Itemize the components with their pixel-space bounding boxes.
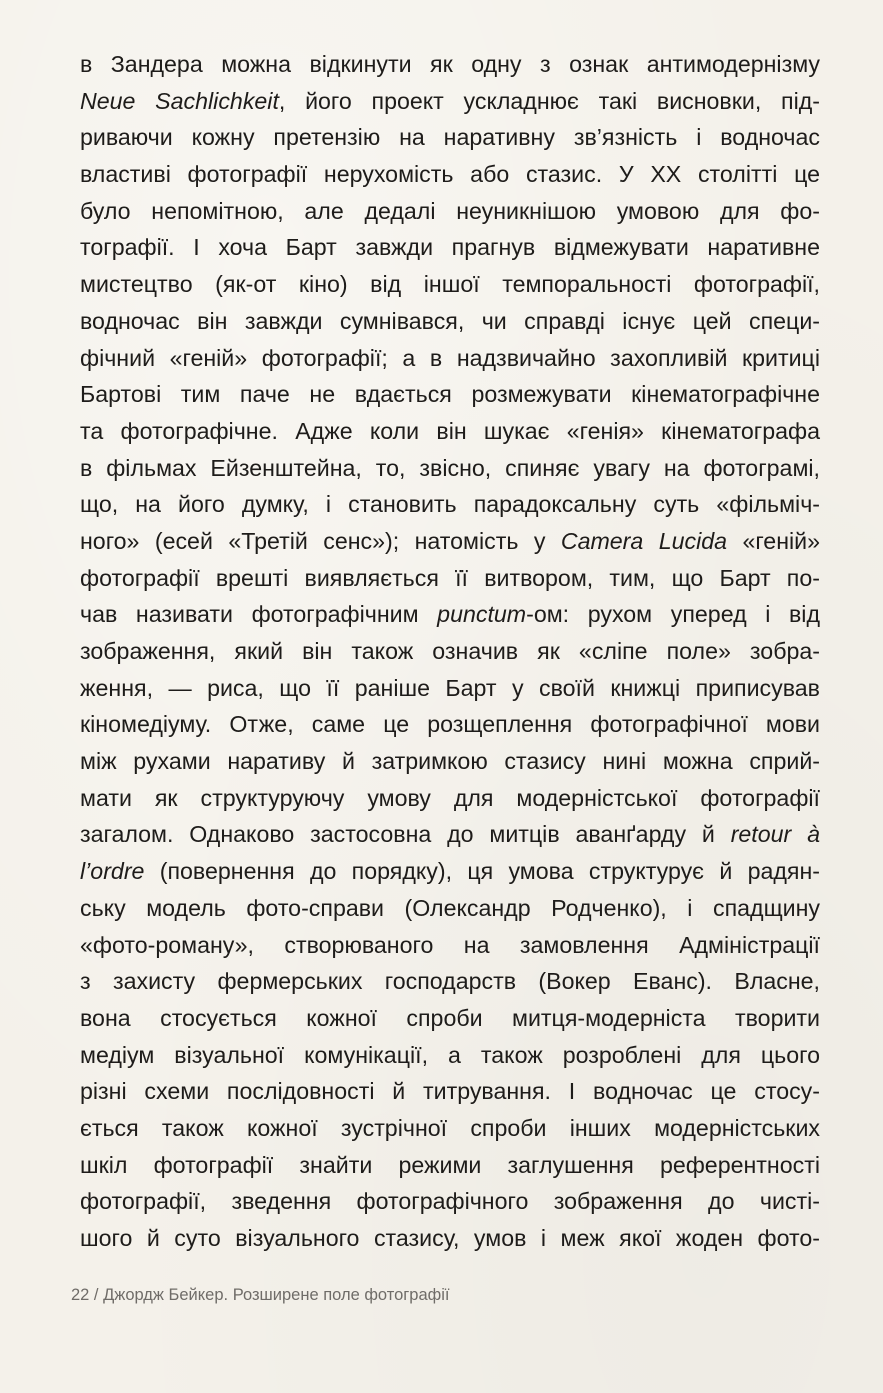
text-run: в фільмах Ейзенштейна, то, звісно, спиняє увагу на фотограмі,	[80, 454, 820, 481]
text-run: (повернення до порядку), ця умова структурує й радян-	[144, 858, 820, 885]
text-line	[80, 816, 820, 853]
text-line	[80, 193, 820, 230]
text-run: ження, — риса, що її раніше Барт у своїй книжці приписував	[80, 674, 820, 701]
italic-term: retour à	[730, 821, 820, 848]
text-run: фотографії, зведення фотографічного зображення до чисті-	[80, 1188, 820, 1215]
text-run: фотографії врешті виявляється її витвором, тим, що Барт по-	[80, 564, 820, 591]
text-run: вона стосується кожної спроби митця-модерніста творити	[80, 1004, 820, 1031]
text-line	[80, 1000, 820, 1037]
text-line	[80, 413, 820, 450]
text-run: «геній»	[727, 527, 820, 554]
text-run: властиві фотографії нерухомість або стазис. У XX столітті це	[80, 161, 820, 188]
italic-term: l’ordre	[80, 858, 145, 885]
italic-term: Camera Lucida	[560, 527, 728, 554]
text-line	[80, 1037, 820, 1074]
text-run: ську модель фото-справи (Олександр Родченко), і спадщину	[80, 894, 820, 921]
text-line	[80, 83, 820, 120]
text-run: Бартові тим паче не вдається розмежувати кінематографічне	[80, 381, 820, 408]
text-line	[80, 706, 820, 743]
text-line	[80, 46, 820, 83]
text-run: водночас він завжди сумнівався, чи справді існує цей специ-	[80, 307, 820, 334]
text-line	[80, 486, 820, 523]
italic-term: punctum	[437, 601, 527, 628]
text-run: шкіл фотографії знайти режими заглушення референтності	[80, 1151, 820, 1178]
text-line	[80, 266, 820, 303]
text-line	[80, 633, 820, 670]
text-line	[80, 340, 820, 377]
text-run: кіномедіуму. Отже, саме це розщеплення фотографічної мови	[80, 711, 820, 738]
text-line	[80, 927, 820, 964]
text-line	[80, 229, 820, 266]
text-line	[80, 1220, 820, 1257]
text-run: , його проект ускладнює такі висновки, під-	[278, 87, 820, 114]
text-line	[80, 523, 820, 560]
text-run: тографії. І хоча Барт завжди прагнув відмежувати наративне	[80, 234, 820, 261]
text-line	[80, 963, 820, 1000]
text-line	[80, 743, 820, 780]
text-line	[80, 780, 820, 817]
text-run: та фотографічне. Адже коли він шукає «генія» кінематографа	[80, 417, 820, 444]
text-run: ного» (есей «Третій сенс»); натомість у	[80, 527, 561, 554]
text-line	[80, 890, 820, 927]
text-run: було непомітною, але дедалі неуникнішою умовою для фо-	[80, 197, 820, 224]
text-line	[80, 1147, 820, 1184]
text-run: з захисту фермерських господарств (Вокер Еванс). Власне,	[80, 968, 820, 995]
text-line	[80, 303, 820, 340]
text-line	[80, 1110, 820, 1147]
text-run: шого й суто візуального стазису, умов і меж якої жоден фото-	[80, 1225, 820, 1251]
text-run: риваючи кожну претензію на наративну зв’язність і водночас	[80, 124, 820, 151]
text-line	[80, 450, 820, 487]
text-line	[80, 156, 820, 193]
text-run: загалом. Однаково застосовна до митців аванґарду й	[80, 821, 731, 848]
text-run: -ом: рухом уперед і від	[526, 601, 820, 628]
text-run: що, на його думку, і становить парадоксальну суть «фільміч-	[80, 491, 820, 518]
italic-term: Neue Sachlichkeit	[80, 87, 279, 114]
text-line	[80, 670, 820, 707]
text-run: чав називати фотографічним	[80, 601, 438, 628]
text-run: зображення, який він також означив як «сліпе поле» зобра-	[80, 638, 820, 664]
text-run: медіум візуальної комунікації, а також розроблені для цього	[80, 1041, 820, 1068]
text-run: «фото-роману», створюваного на замовлення Адміністрації	[80, 931, 820, 958]
text-run: мати як структуруючу умову для модерністської фотографії	[80, 784, 820, 811]
text-run: різні схеми послідовності й титрування. І водночас це стосу-	[80, 1078, 820, 1105]
text-run: між рухами наративу й затримкою стазису нині можна сприй-	[80, 748, 820, 775]
text-line	[80, 376, 820, 413]
text-line	[80, 560, 820, 597]
text-run: в Зандера можна відкинути як одну з ознак антимодернізму	[80, 51, 820, 77]
text-line	[80, 1183, 820, 1220]
text-line	[80, 853, 820, 890]
text-run: фічний «геній» фотографії; а в надзвичайно захопливій критиці	[80, 344, 820, 371]
text-run: ється також кожної зустрічної спроби інших модерністських	[80, 1114, 820, 1141]
body-paragraph	[80, 46, 820, 1257]
text-line	[80, 119, 820, 156]
text-line	[80, 596, 820, 633]
text-run: мистецтво (як-от кіно) від іншої темпоральності фотографії,	[80, 271, 820, 298]
page-footer: 22 / Джордж Бейкер. Розширене поле фотографії	[71, 1286, 450, 1304]
text-line	[80, 1073, 820, 1110]
